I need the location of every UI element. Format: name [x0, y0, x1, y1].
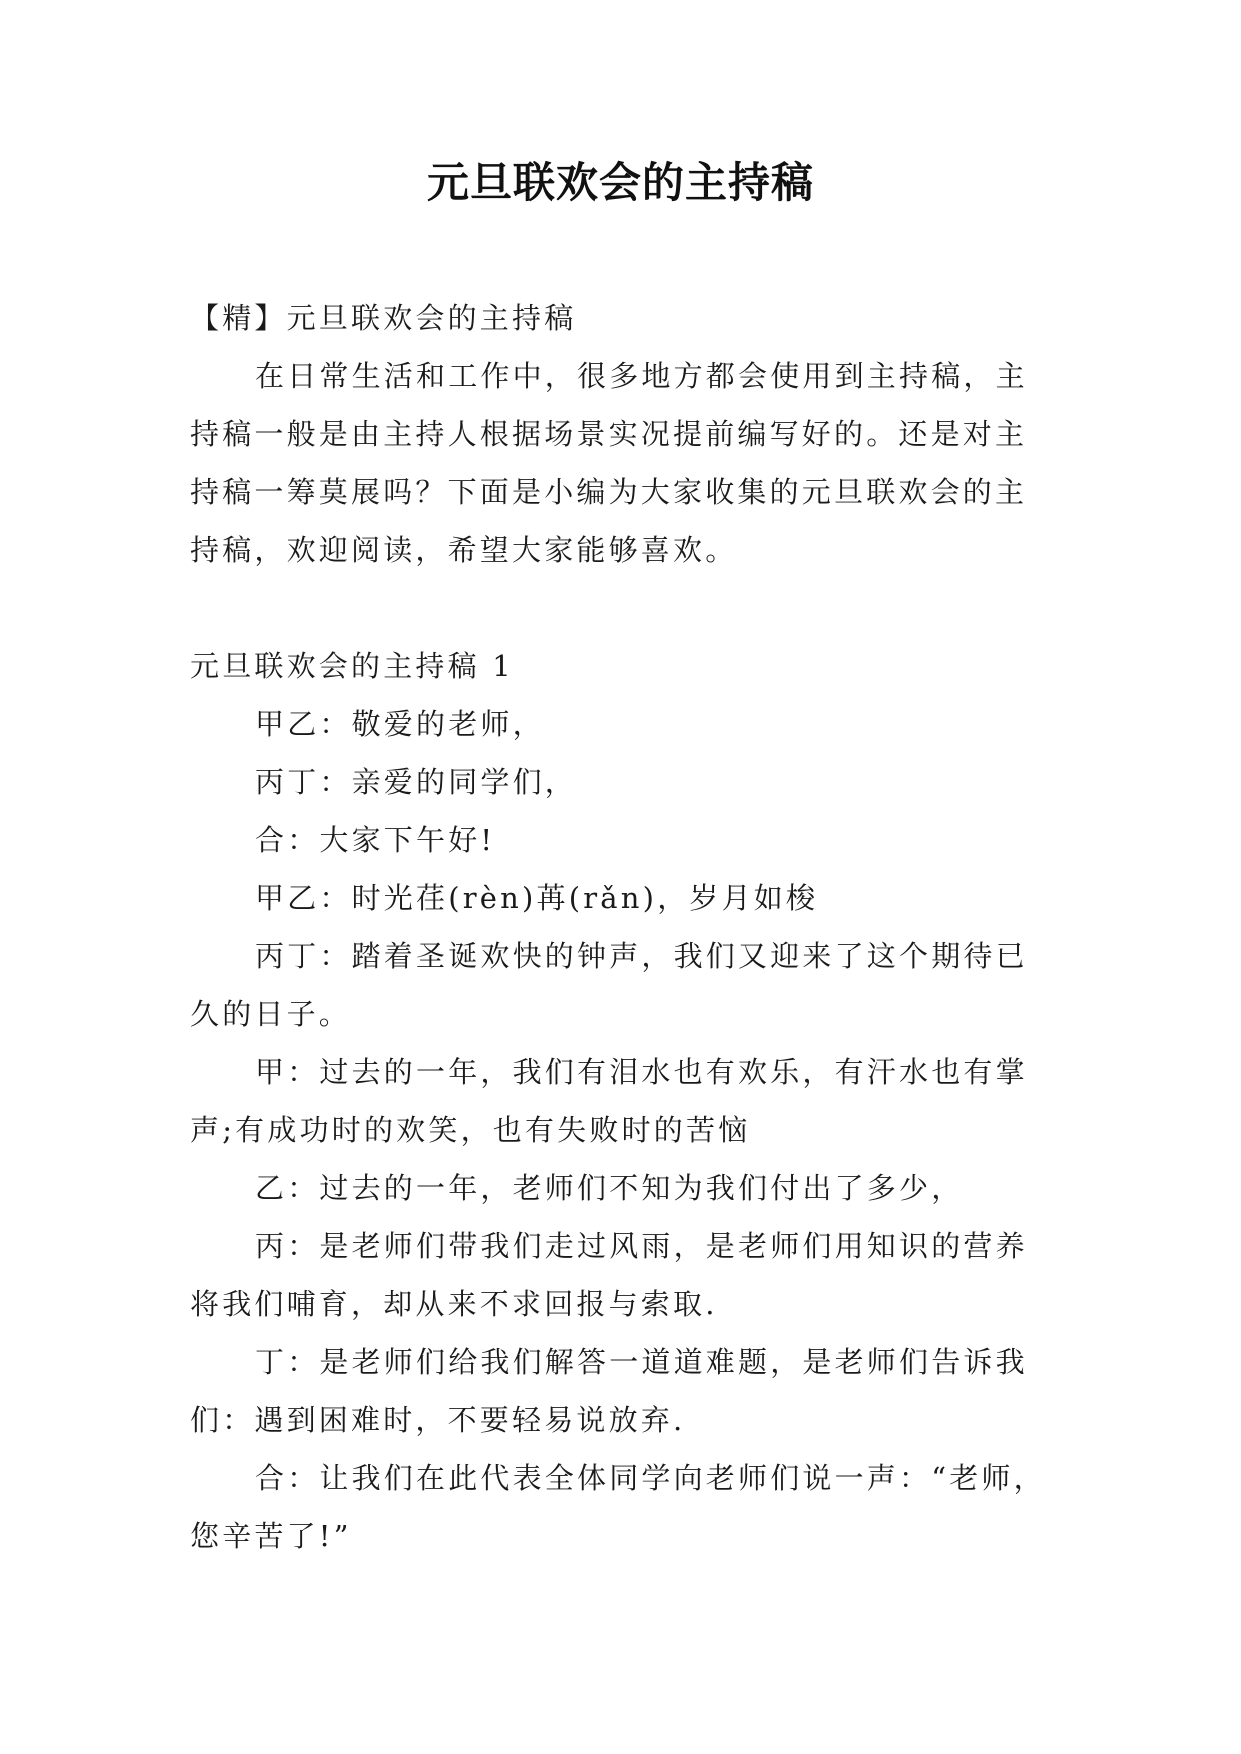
script-line: 甲乙：时光荏(rèn)苒(rǎn)，岁月如梭 — [255, 881, 819, 915]
script-line: 乙：过去的一年，老师们不知为我们付出了多少， — [255, 1171, 964, 1205]
paragraph-spacer — [190, 579, 1058, 637]
document-title: 元旦联欢会的主持稿 — [426, 158, 814, 207]
intro-heading: 【精】元旦联欢会的主持稿 — [190, 301, 577, 335]
script-line: 丙丁：亲爱的同学们， — [255, 765, 578, 799]
script-line: 丁：是老师们给我们解答一道道难题，是老师们告诉我们：遇到困难时，不要轻易说放弃. — [190, 1345, 1028, 1437]
intro-paragraph: 在日常生活和工作中，很多地方都会使用到主持稿，主持稿一般是由主持人根据场景实况提前编写好的。还是对主持稿一筹莫展吗？下面是小编为大家收集的元旦联欢会的主持稿，欢迎阅读，希望大家能够喜欢。 — [190, 359, 1028, 567]
script-line: 甲乙：敬爱的老师， — [255, 707, 545, 741]
document-body — [190, 289, 1058, 1565]
section-heading: 元旦联欢会的主持稿 1 — [190, 649, 514, 683]
script-line: 丙丁：踏着圣诞欢快的钟声，我们又迎来了这个期待已久的日子。 — [190, 939, 1028, 1031]
script-line: 丙：是老师们带我们走过风雨，是老师们用知识的营养将我们哺育，却从来不求回报与索取. — [190, 1229, 1028, 1321]
script-line: 合：大家下午好! — [255, 823, 496, 857]
script-line: 甲：过去的一年，我们有泪水也有欢乐，有汗水也有掌声;有成功时的欢笑，也有失败时的苦恼 — [190, 1055, 1028, 1147]
script-line: 合：让我们在此代表全体同学向老师们说一声：“老师，您辛苦了!” — [190, 1461, 1046, 1553]
